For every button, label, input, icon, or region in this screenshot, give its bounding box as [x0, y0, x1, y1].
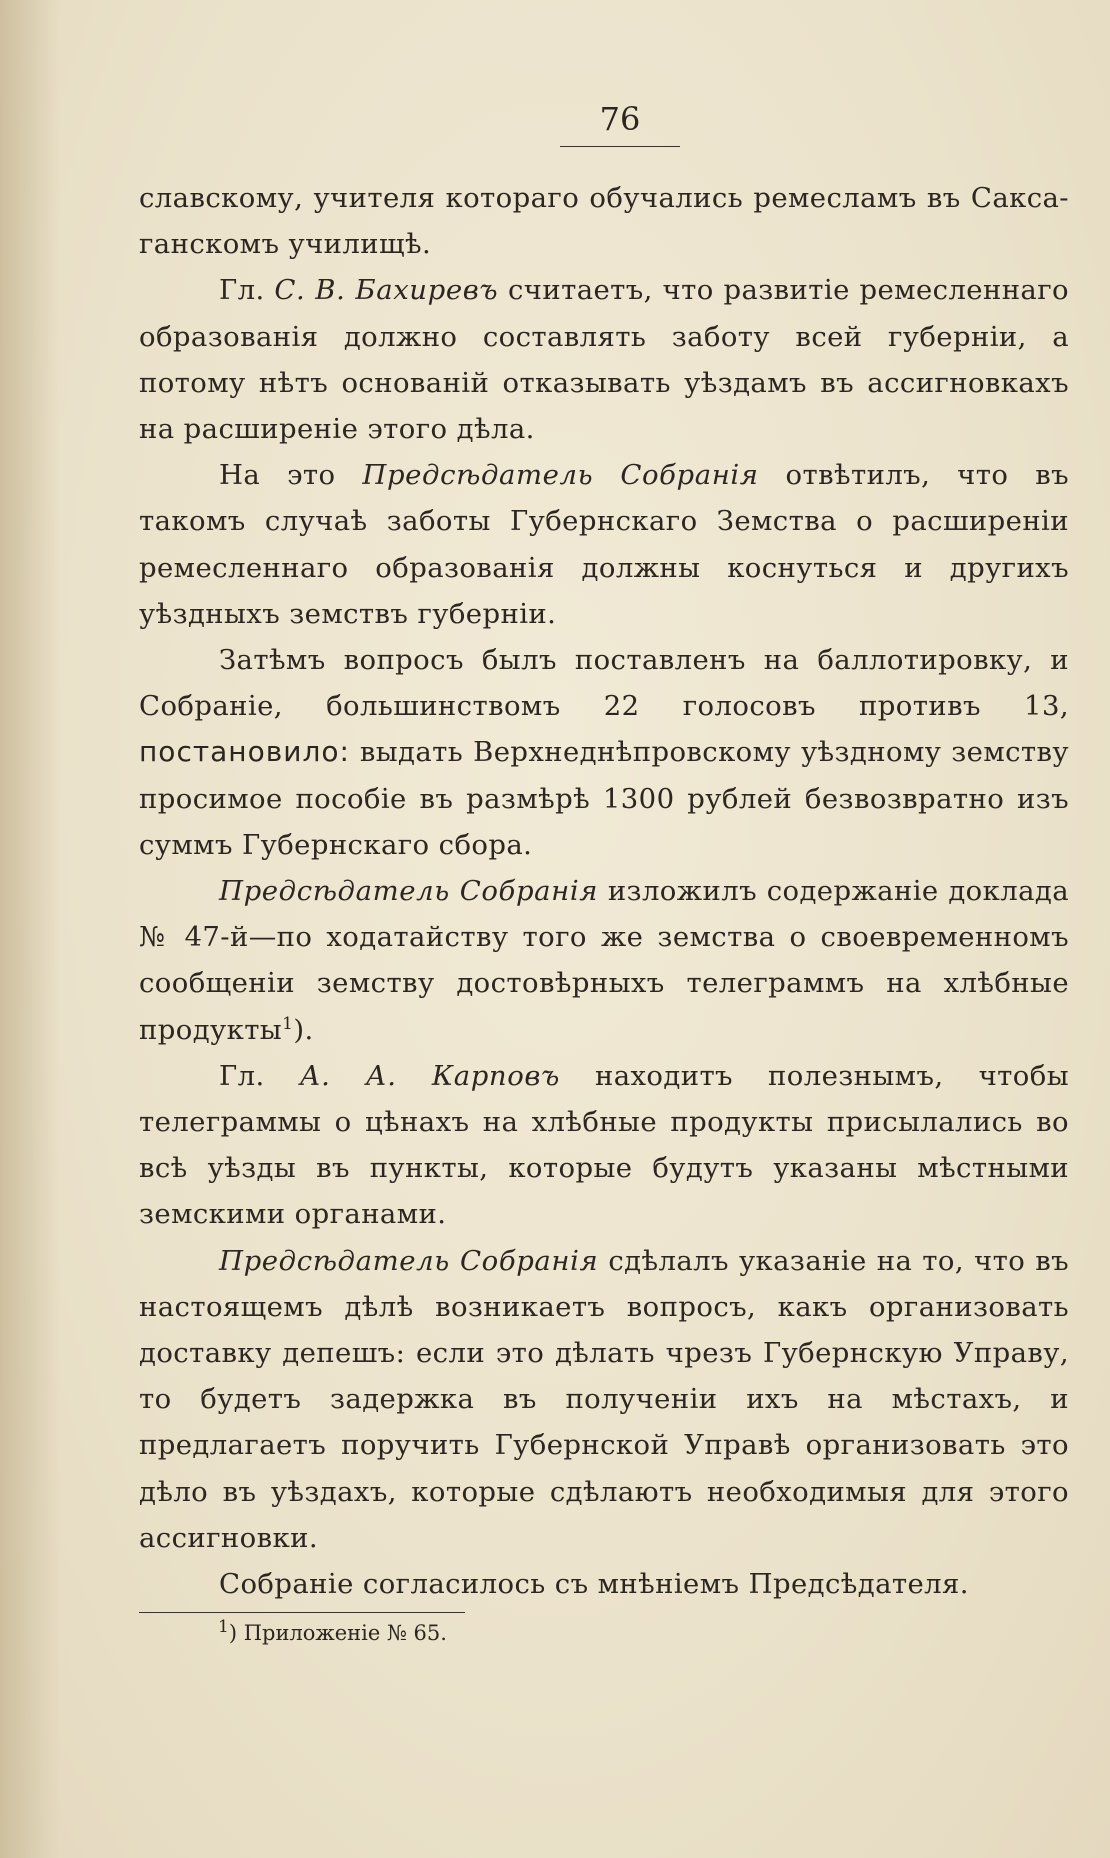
paragraph-7	[139, 1238, 1069, 1561]
paragraph-text: находитъ полезнымъ, чтобы телеграммы о цѣнахъ на хлѣбные продукты присылались во всѣ уѣзды въ пункты, которые будутъ указаны мѣстными земскими органами.	[139, 1059, 1069, 1231]
footnote	[218, 1618, 447, 1648]
paragraph-8	[139, 1561, 1069, 1607]
paragraph-text: считаетъ, что развитіе ремесленнаго образованія должно составлять заботу всей губерніи, а потому нѣтъ основаній отказывать уѣздамъ въ ассигновкахъ на расширеніе этого дѣла.	[139, 274, 1069, 446]
speaker-name: Предсѣдатель Собранія	[219, 1244, 599, 1277]
paragraph-text: славскому, учителя котораго обучались ремесламъ въ Сакса-ганскомъ училищѣ.	[139, 182, 1069, 261]
footnote-rule	[139, 1612, 465, 1613]
paragraph-lead: Гл.	[219, 274, 265, 307]
paragraph-text: выдать Верхнеднѣпровскому уѣздному земству просимое пособіе въ размѣрѣ 1300 рублей безвозвратно изъ суммъ Губернскаго сбора.	[139, 736, 1069, 861]
paragraph-lead: Затѣмъ вопросъ былъ поставленъ на баллотировку, и Собраніе, большинствомъ 22 голосовъ противъ 13,	[139, 644, 1069, 723]
speaker-name: А. А. Карповъ	[299, 1059, 560, 1092]
speaker-name: С. В. Бахиревъ	[274, 274, 499, 307]
speaker-name: Предсѣдатель Собранія	[362, 459, 759, 492]
paragraph-6	[139, 1053, 1069, 1238]
resolution-keyword: постановило:	[139, 735, 350, 769]
paragraph-lead: Гл.	[219, 1059, 265, 1092]
paragraph-1	[139, 175, 1069, 267]
paragraph-4	[139, 637, 1069, 868]
paragraph-text: отвѣтилъ, что въ такомъ случаѣ заботы Губернскаго Земства о расширеніи ремесленнаго образованія должны коснуться и другихъ уѣздныхъ земствъ губерніи.	[139, 459, 1069, 630]
body-text	[139, 175, 1069, 1607]
paragraph-2	[139, 267, 1069, 452]
footnote-reference: 1	[282, 1013, 294, 1034]
paragraph-text: изложилъ содержаніе доклада № 47-й—по ходатайству того же земства о своевременномъ сообщеніи земству достовѣрныхъ телеграммъ на хлѣбные продукты	[139, 875, 1069, 1046]
paragraph-5	[139, 868, 1069, 1053]
page-number: 76	[599, 100, 641, 138]
paragraph-text: Собраніе согласилось съ мнѣніемъ Предсѣдателя.	[219, 1568, 969, 1601]
speaker-name: Предсѣдатель Собранія	[219, 875, 599, 908]
footnote-text: ) Приложеніе № 65.	[228, 1621, 447, 1645]
page-spine-shadow	[0, 0, 60, 1858]
paragraph-lead: На это	[219, 459, 336, 492]
paragraph-text: сдѣлалъ указаніе на то, что въ настоящемъ дѣлѣ возникаетъ вопросъ, какъ организовать доставку депешъ: если это дѣлать чрезъ Губернскую Управу, то будетъ задержка въ полученіи ихъ на мѣстахъ, и предлагаетъ поручить Губернской Управѣ организовать это дѣло въ уѣздахъ, которые сдѣлаютъ необходимыя для этого ассигновки.	[139, 1244, 1069, 1554]
paragraph-tail: ).	[293, 1013, 314, 1046]
footnote-mark: 1	[218, 1617, 229, 1637]
page-number-rule	[560, 146, 680, 147]
paragraph-3	[139, 452, 1069, 637]
